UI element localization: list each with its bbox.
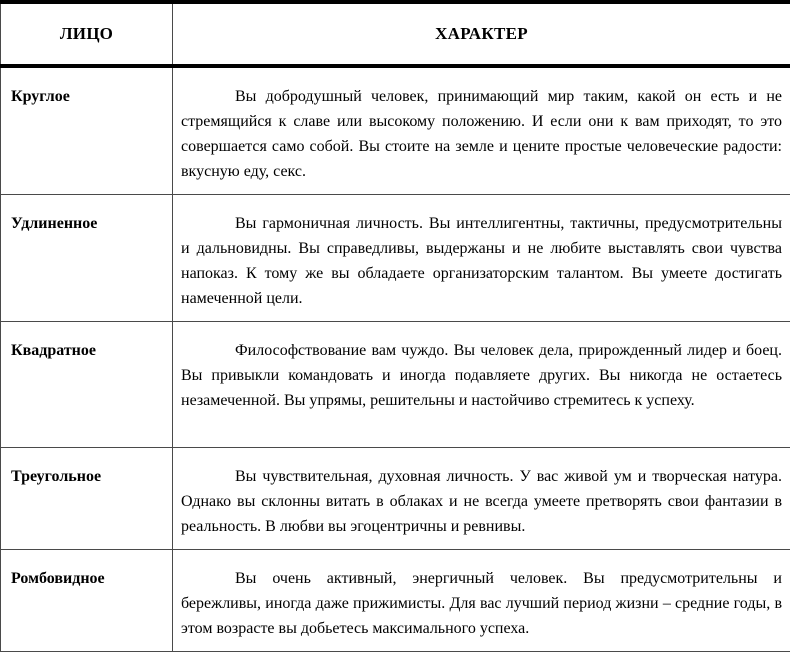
column-header-face: ЛИЦО — [1, 2, 173, 66]
face-type-label: Ромбовидное — [1, 550, 173, 652]
table-row-triangular — [1, 448, 790, 550]
table-row-round — [1, 66, 790, 195]
character-description: Философствование вам чуждо. Вы человек дела, прирожденный лидер и боец. Вы привыкли командовать и иногда подавляете других. Вы никогда не остаетесь незамеченной. Вы упрямы, решительны и настойчиво стремитесь к успеху. — [173, 322, 790, 448]
table-row-square — [1, 322, 790, 448]
face-type-label: Удлиненное — [1, 195, 173, 322]
face-type-label: Треугольное — [1, 448, 173, 550]
table-header-row — [1, 2, 790, 66]
face-type-label: Квадратное — [1, 322, 173, 448]
column-header-character: ХАРАКТЕР — [173, 2, 790, 66]
table-row-elongated — [1, 195, 790, 322]
face-type-label: Круглое — [1, 66, 173, 195]
character-description: Вы чувствительная, духовная личность. У вас живой ум и творческая натура. Однако вы склонны витать в облаках и не всегда умеете претворять свои фантазии в реальность. В любви вы эгоцентричны и ревнивы. — [173, 448, 790, 550]
table-row-diamond — [1, 550, 790, 652]
character-description: Вы очень активный, энергичный человек. Вы предусмотрительны и бережливы, иногда даже прижимисты. Для вас лучший период жизни – средние годы, в этом возрасте вы добьетесь максимального успеха. — [173, 550, 790, 652]
character-description: Вы добродушный человек, принимающий мир таким, какой он есть и не стремящийся к славе или высокому положению. И если они к вам приходят, то это совершается само собой. Вы стоите на земле и цените простые человеческие радости: вкусную еду, секс. — [173, 66, 790, 195]
character-description: Вы гармоничная личность. Вы интеллигентны, тактичны, предусмотрительны и дальновидны. Вы справедливы, выдержаны и не любите выставлять свои чувства напоказ. К тому же вы обладаете организаторским талантом. Вы умеете достигать намеченной цели. — [173, 195, 790, 322]
